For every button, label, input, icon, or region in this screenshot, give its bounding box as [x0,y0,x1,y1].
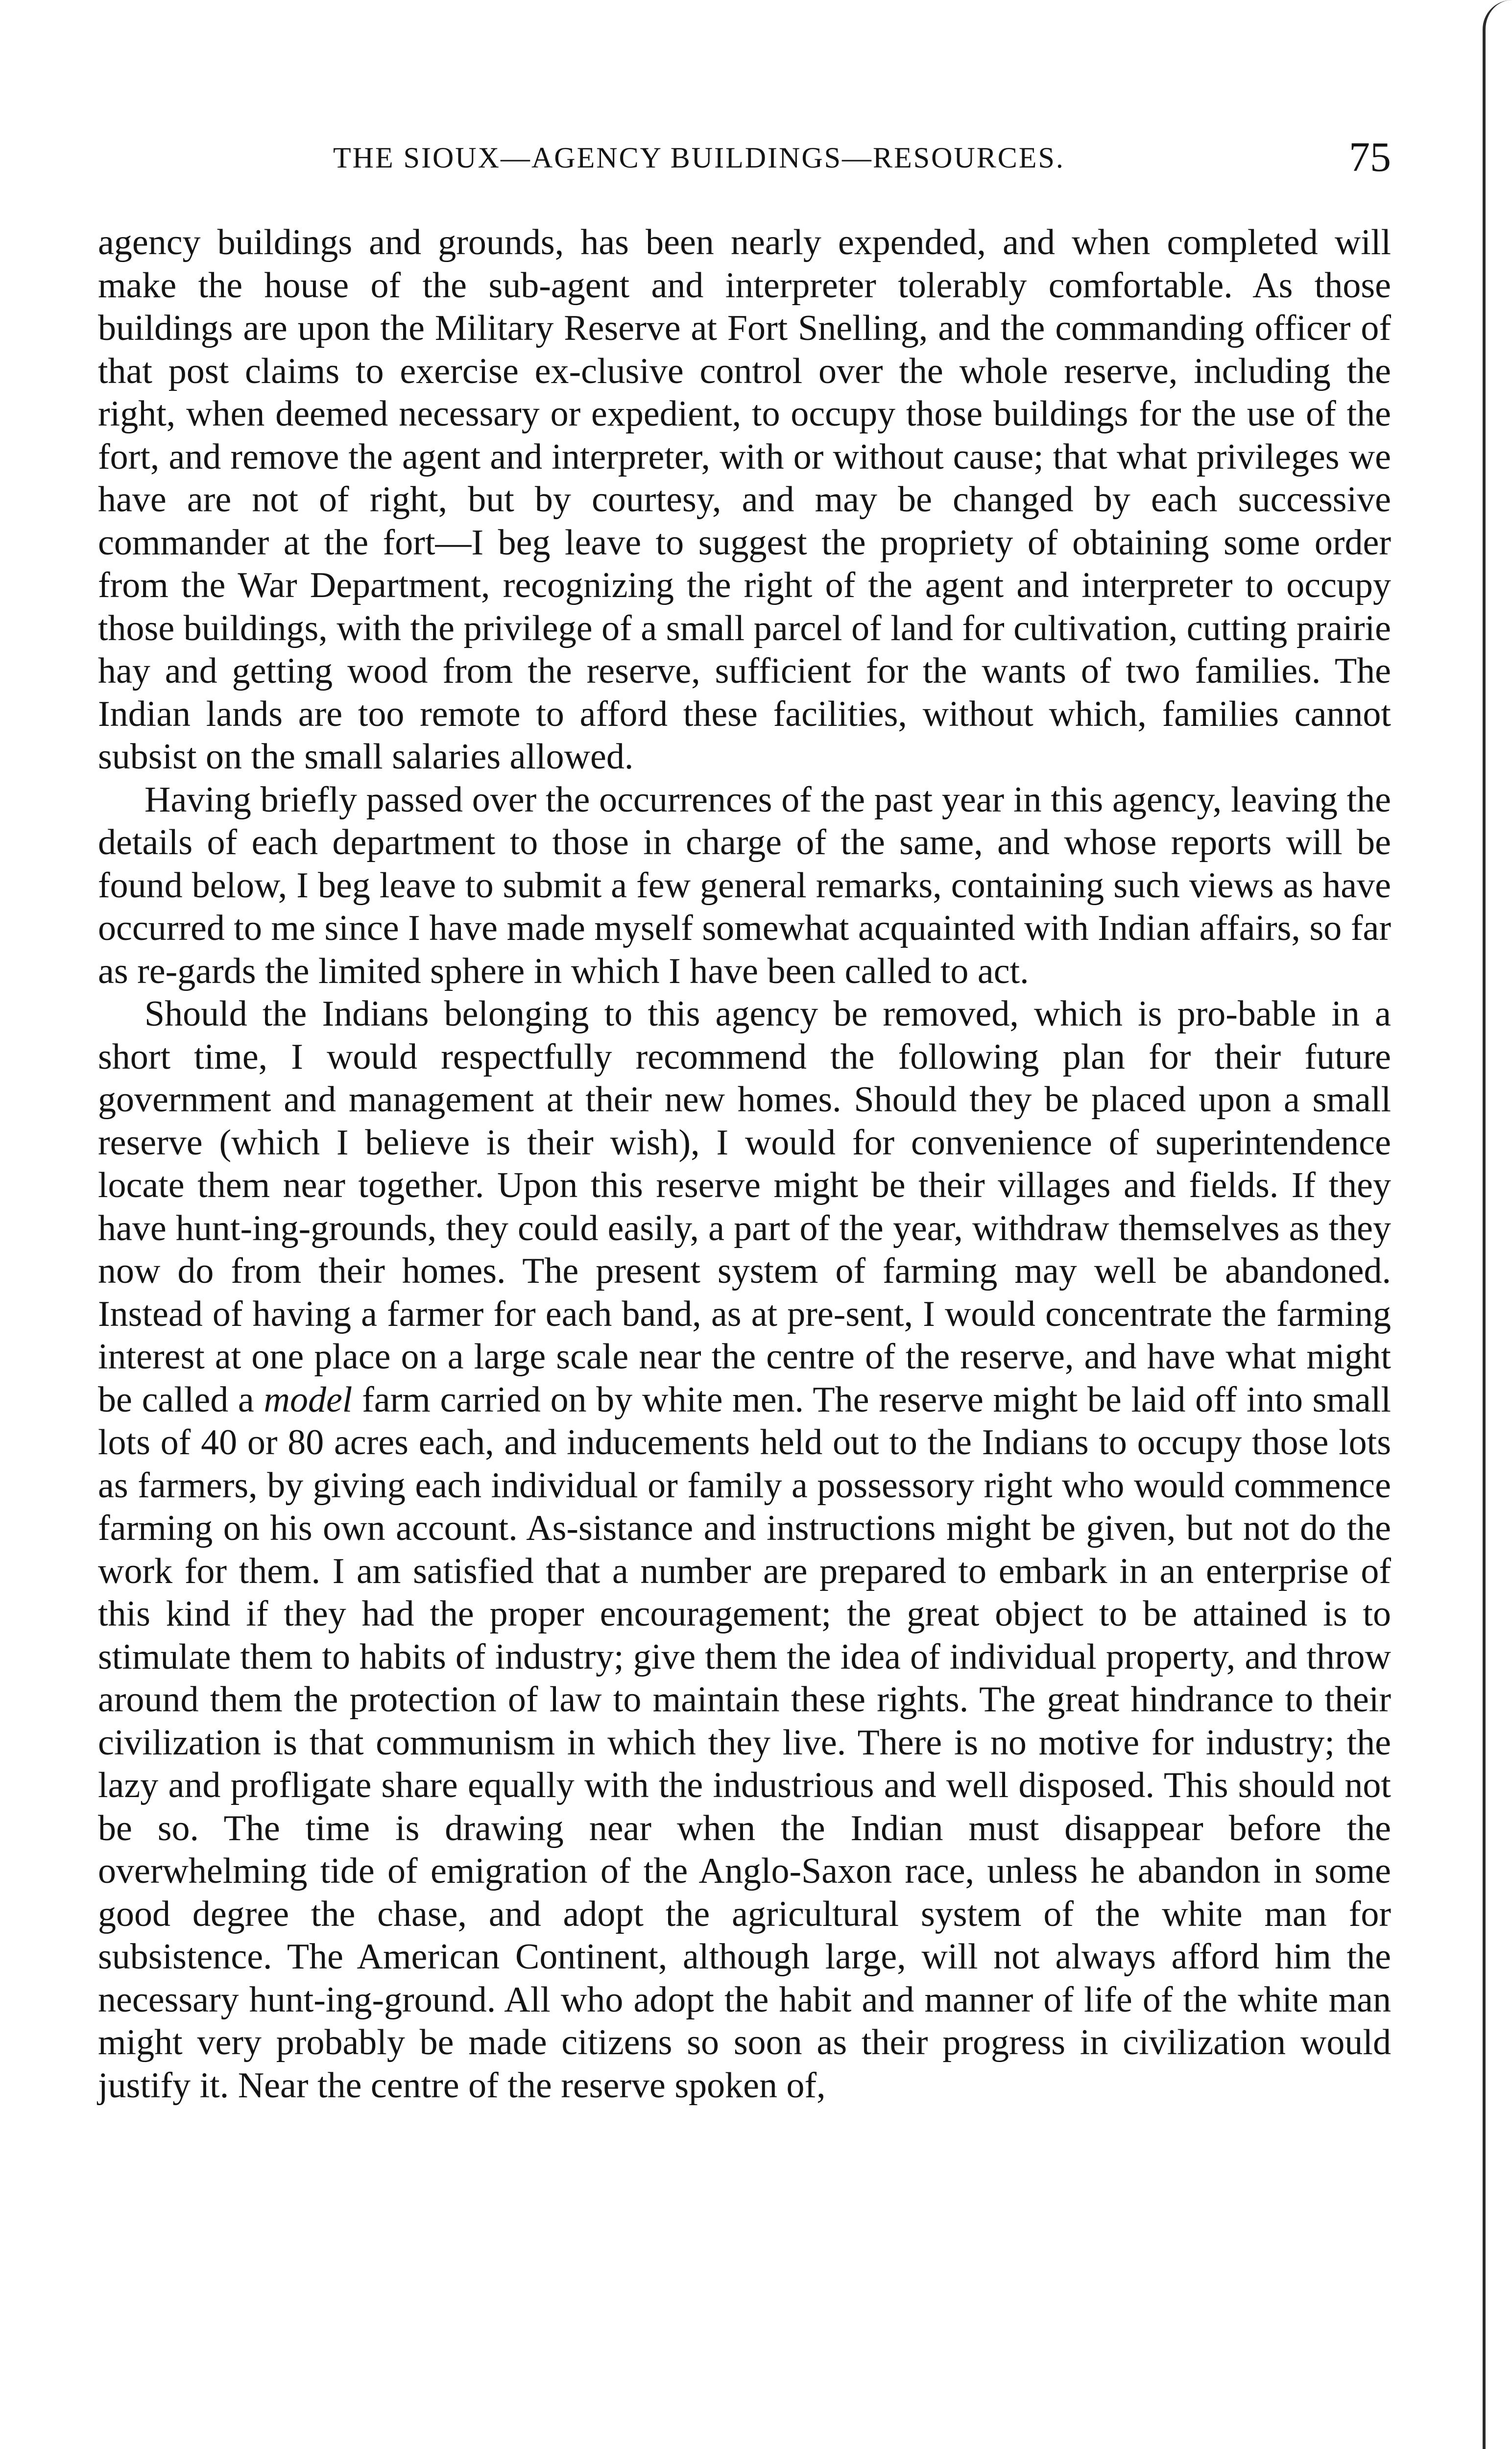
paragraph-2: Having briefly passed over the occurrences of the past year in this agency, leaving the details of each department to those in charge of the same, and whose reports will be found below, I beg leave to submit a few general remarks, containing such views as have occurred to me since I have made myself somewhat acquainted with Indian affairs, so far as re-gards the limited sphere in which I have been called to act. [98,779,1391,991]
italic-word-model: model [264,1379,353,1420]
paragraph-3 [98,993,1391,2107]
paragraph-3-text-start: Should the Indians belonging to this agency be removed, which is pro-bable in a short time, I would respectfully recommend the following plan for their future government and management at their new homes. Should they be placed upon a small reserve (which I believe is their wish), I would for convenience of superintendence locate them near together. Upon this reserve might be their villages and fields. If they have hunt-ing-grounds, they could easily, a part of the year, withdraw themselves as they now do from their homes. The present system of farming may well be abandoned. Instead of having a farmer for each band, as at pre-sent, I would concentrate the farming interest at one place on a large scale near the centre of the reserve, and have what might be called a [98,994,1391,1420]
running-header [98,132,1391,180]
running-title: THE SIOUX—AGENCY BUILDINGS—RESOURCES. [333,142,1065,174]
paragraph-1: agency buildings and grounds, has been nearly expended, and when completed will make the house of the sub-agent and interpreter tolerably comfortable. As those buildings are upon the Military Reserve at Fort Snelling, and the commanding officer of that post claims to exercise ex-clusive control over the whole reserve, including the right, when deemed necessary or expedient, to occupy those buildings for the use of the fort, and remove the agent and interpreter, with or without cause; that what privileges we have are not of right, but by courtesy, and may be changed by each successive commander at the fort—I beg leave to suggest the propriety of obtaining some order from the War Department, recognizing the right of the agent and interpreter to occupy those buildings, with the privilege of a small parcel of land for cultivation, cutting prairie hay and getting wood from the reserve, sufficient for the wants of two families. The Indian lands are too remote to afford these facilities, without which, families cannot subsist on the small salaries allowed. [98,222,1391,777]
body-text [98,221,1391,2107]
page-edge-border [1483,0,1512,2449]
page-number: 75 [1349,133,1391,180]
paragraph-3-text-end: farm carried on by white men. The reserve might be laid off into small lots of 40 or 80 acres each, and inducements held out to the Indians to occupy those lots as farmers, by giving each individual or family a possessory right who would commence farming on his own account. As-sistance and instructions might be given, but not do the work for them. I am satisfied that a number are prepared to embark in an enterprise of this kind if they had the proper encouragement; the great object to be attained is to stimulate them to habits of industry; give them the idea of individual property, and throw around them the protection of law to maintain these rights. The great hindrance to their civilization is that communism in which they live. There is no motive for industry; the lazy and profligate share equally with the industrious and well disposed. This should not be so. The time is drawing near when the Indian must disappear before the overwhelming tide of emigration of the Anglo-Saxon race, unless he abandon in some good degree the chase, and adopt the agricultural system of the white man for subsistence. The American Continent, although large, will not always afford him the necessary hunt-ing-ground. All who adopt the habit and manner of life of the white man might very probably be made citizens so soon as their progress in civilization would justify it. Near the centre of the reserve spoken of, [98,1379,1391,2106]
